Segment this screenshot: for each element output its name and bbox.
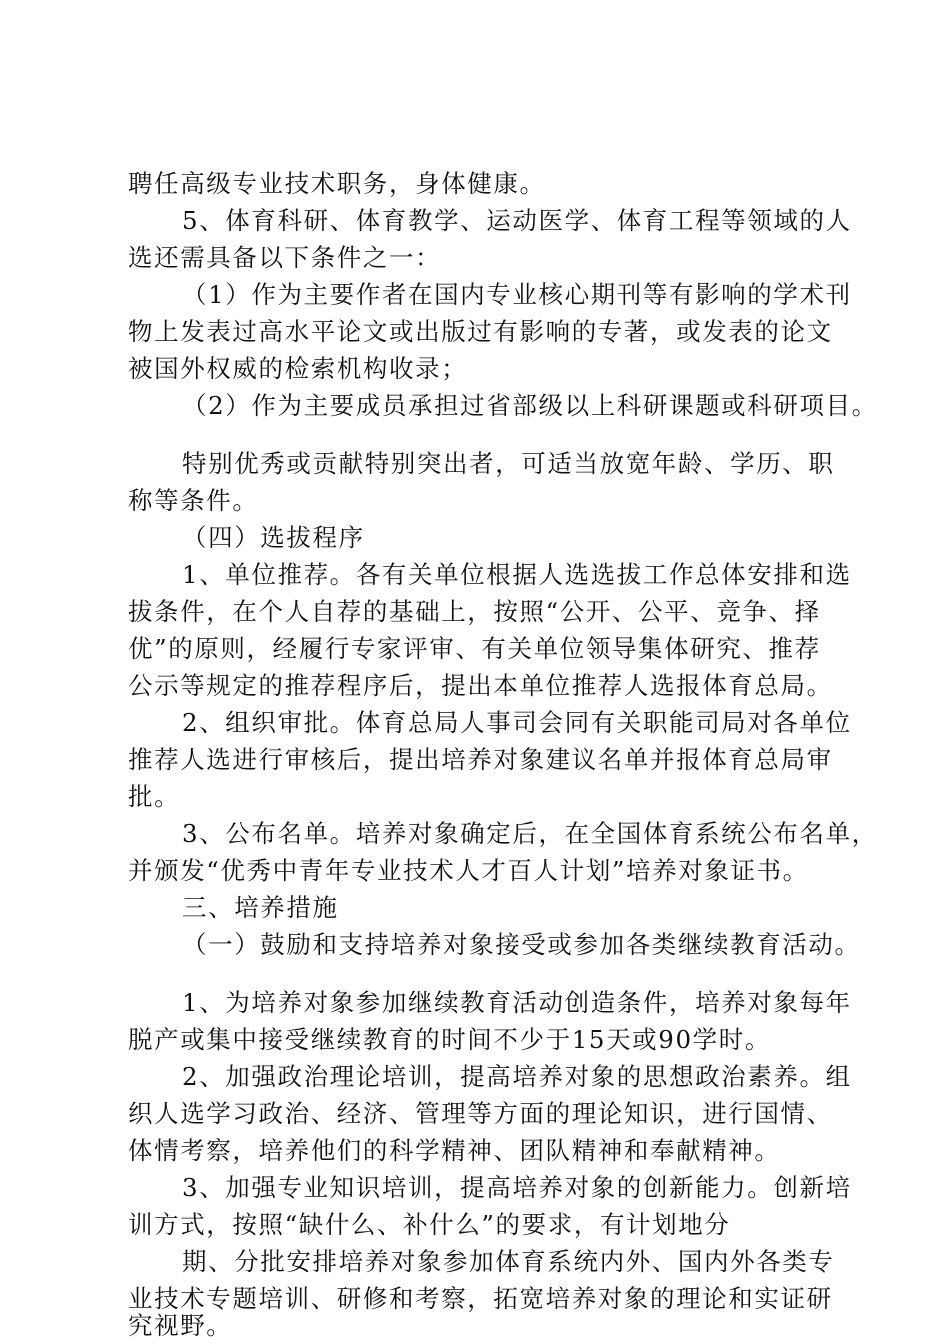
text-line: 批。 xyxy=(128,782,181,811)
text-line: 训方式，按照“缺什么、补什么”的要求，有计划地分 xyxy=(128,1210,731,1239)
text-line: 选还需具备以下条件之一： xyxy=(128,243,442,272)
text-line: 织人选学习政治、经济、管理等方面的理论知识，进行国情、 xyxy=(128,1099,833,1128)
text-line: 推荐人选进行审核后，提出培养对象建议名单并报体育总局审 xyxy=(128,745,833,774)
text-line: 称等条件。 xyxy=(128,486,259,515)
text-line: （2）作为主要成员承担过省部级以上科研课题或科研项目。 xyxy=(182,391,878,420)
text-line: 优”的原则，经履行专家评审、有关单位领导集体研究、推荐 xyxy=(128,634,821,663)
text-line: 究视野。 xyxy=(128,1311,233,1340)
text-line: 并颁发“优秀中青年专业技术人才百人计划”培养对象证书。 xyxy=(128,856,809,885)
text-line: 2、组织审批。体育总局人事司会同有关职能司局对各单位 xyxy=(182,708,852,737)
text-line: 物上发表过高水平论文或出版过有影响的专著，或发表的论文 xyxy=(128,317,833,346)
section-heading: 三、培养措施 xyxy=(182,893,339,922)
section-heading: （四）选拔程序 xyxy=(182,523,365,552)
text-line: 被国外权威的检索机构收录； xyxy=(128,354,468,383)
text-line: 2、加强政治理论培训，提高培养对象的思想政治素养。组 xyxy=(182,1062,852,1091)
text-line: 脱产或集中接受继续教育的时间不少于15天或90学时。 xyxy=(128,1025,771,1054)
text-line: 3、加强专业知识培训，提高培养对象的创新能力。创新培 xyxy=(182,1173,852,1202)
text-line: （一）鼓励和支持培养对象接受或参加各类继续教育活动。 xyxy=(182,930,861,959)
text-line: 1、为培养对象参加继续教育活动创造条件，培养对象每年 xyxy=(182,988,852,1017)
text-line: 1、单位推荐。各有关单位根据人选选拔工作总体安排和选 xyxy=(182,560,852,589)
text-line: 期、分批安排培养对象参加体育系统内外、国内外各类专 xyxy=(182,1247,835,1276)
text-line: 体情考察，培养他们的科学精神、团队精神和奉献精神。 xyxy=(128,1136,781,1165)
text-line: 公示等规定的推荐程序后，提出本单位推荐人选报体育总局。 xyxy=(128,671,833,700)
text-line: 业技术专题培训、研修和考察，拓宽培养对象的理论和实证研 xyxy=(128,1284,833,1313)
text-line: （1）作为主要作者在国内专业核心期刊等有影响的学术刊 xyxy=(182,280,852,309)
text-line: 3、公布名单。培养对象确定后，在全国体育系统公布名单， xyxy=(182,819,878,848)
text-line: 拔条件，在个人自荐的基础上，按照“公开、公平、竞争、择 xyxy=(128,597,821,626)
text-line: 聘任高级专业技术职务，身体健康。 xyxy=(128,169,546,198)
text-line: 特别优秀或贡献特别突出者，可适当放宽年龄、学历、职 xyxy=(182,449,835,478)
text-line: 5、体育科研、体育教学、运动医学、体育工程等领域的人 xyxy=(182,206,852,235)
